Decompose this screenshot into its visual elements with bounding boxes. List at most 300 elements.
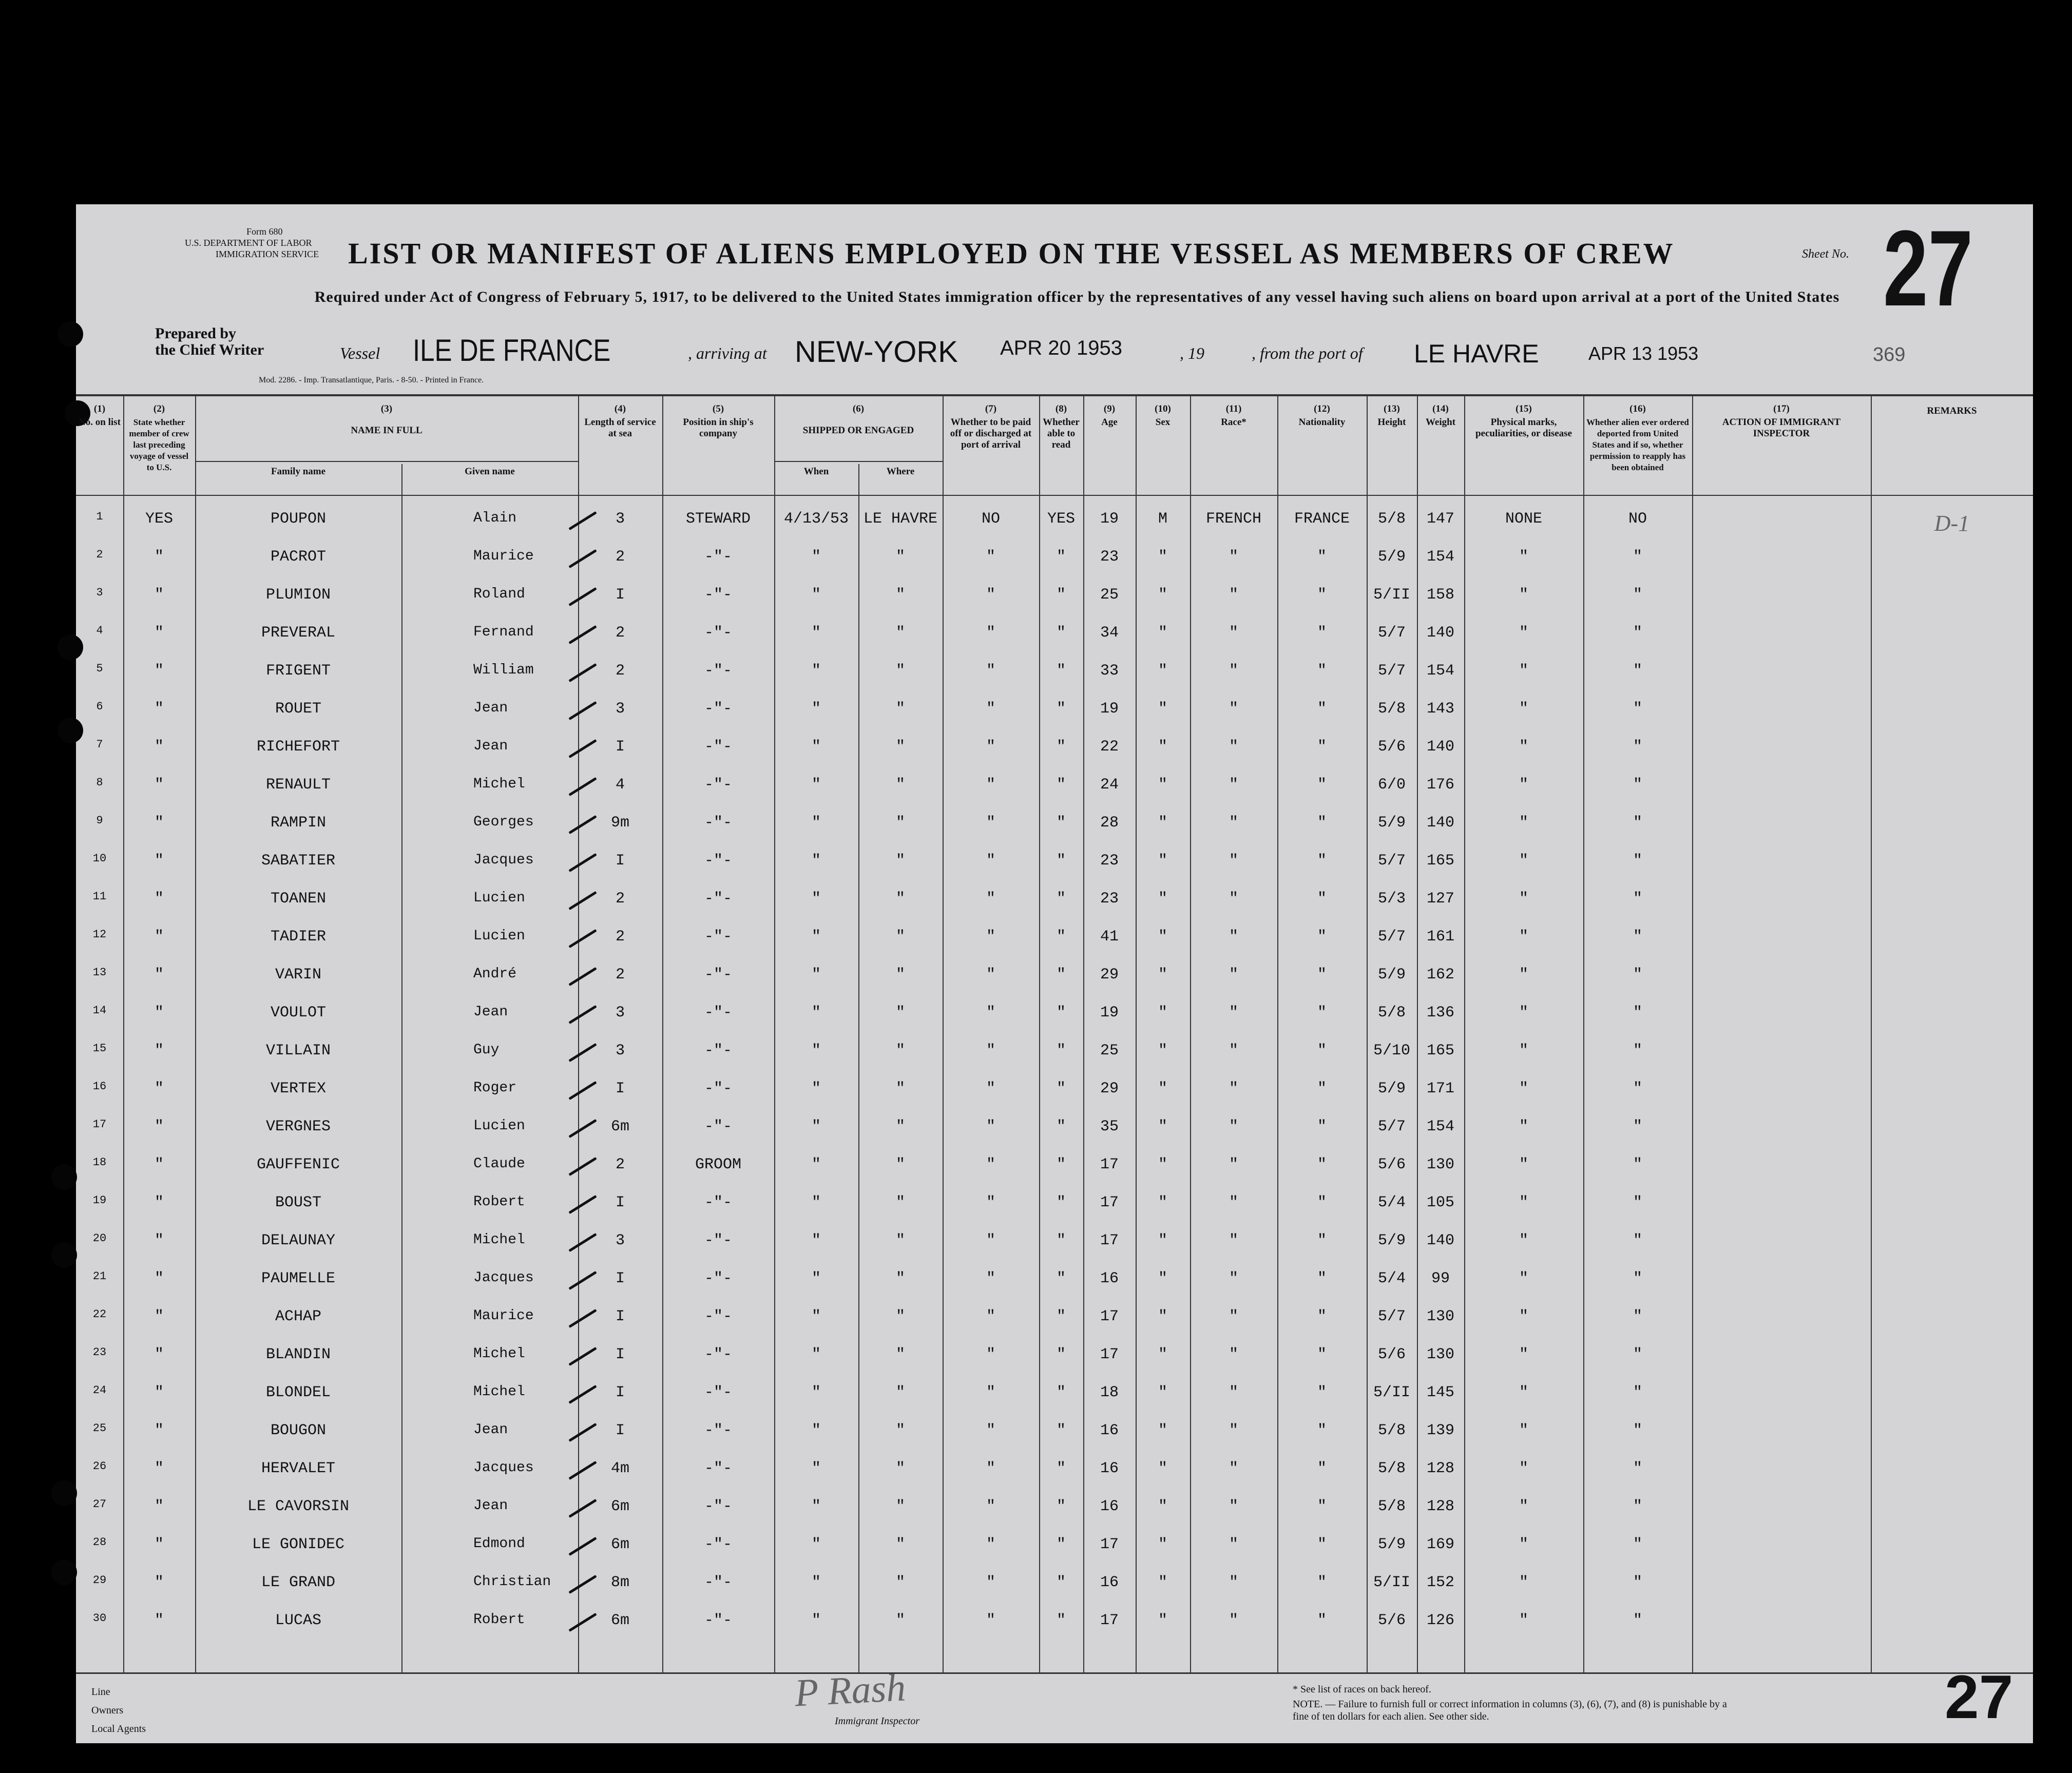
deportation-status-cell: " — [1633, 624, 1642, 642]
race-cell: " — [1229, 1004, 1238, 1022]
nationality-cell: " — [1317, 662, 1327, 680]
service-length-cell: 6m — [610, 1498, 629, 1515]
family-name-cell: PLUMION — [265, 586, 331, 604]
able-to-read-cell: " — [1056, 586, 1066, 604]
position-cell: -"- — [704, 1004, 732, 1022]
sex-cell: " — [1158, 1536, 1167, 1553]
row-number-cell: 1 — [96, 510, 103, 523]
able-to-read-cell: " — [1056, 928, 1066, 946]
sex-cell: " — [1158, 1612, 1167, 1629]
age-cell: 29 — [1100, 1080, 1119, 1097]
deportation-status-cell: " — [1633, 1498, 1642, 1515]
race-cell: " — [1229, 1612, 1238, 1629]
row-number-cell: 15 — [92, 1042, 107, 1055]
family-name-cell: POUPON — [270, 510, 327, 528]
shipped-where-cell: " — [895, 1422, 905, 1439]
service-length-cell: 8m — [610, 1574, 629, 1591]
deportation-status-cell: " — [1633, 1422, 1642, 1439]
column-number: (8) — [1055, 403, 1067, 414]
physical-marks-cell: " — [1519, 966, 1528, 984]
shipped-where-cell: " — [895, 1194, 905, 1211]
physical-marks-cell: " — [1519, 890, 1528, 908]
race-cell: " — [1229, 1384, 1238, 1401]
shipped-when-cell: " — [811, 662, 821, 680]
given-name-cell: Roger — [473, 1080, 517, 1096]
family-name-cell: HERVALET — [261, 1460, 336, 1477]
row-number-cell: 19 — [92, 1194, 107, 1207]
paid-off-cell: " — [986, 624, 995, 642]
age-cell: 16 — [1100, 1270, 1119, 1287]
column-label: Whether to be paid off or discharged at port of arrival — [950, 417, 1032, 450]
given-name-cell: Lucien — [473, 1118, 525, 1134]
row-number-cell: 17 — [92, 1118, 107, 1131]
row-number-cell: 28 — [92, 1536, 107, 1549]
prior-voyage-cell: " — [154, 1308, 164, 1325]
position-cell: -"- — [704, 1384, 732, 1401]
position-cell: -"- — [704, 662, 732, 680]
sex-cell: " — [1158, 1270, 1167, 1287]
row-number-cell: 29 — [92, 1574, 107, 1587]
paid-off-cell: " — [986, 548, 995, 566]
nationality-cell: " — [1317, 776, 1327, 794]
service-length-cell: I — [615, 586, 625, 604]
deportation-status-cell: " — [1633, 1080, 1642, 1097]
deportation-status-cell: " — [1633, 852, 1642, 870]
race-cell: " — [1229, 738, 1238, 756]
prior-voyage-cell: " — [154, 624, 164, 642]
paid-off-cell: " — [986, 1612, 995, 1629]
shipped-when-cell: " — [811, 1156, 821, 1173]
prior-voyage-cell: " — [154, 1422, 164, 1439]
service-length-cell: 2 — [615, 928, 625, 946]
nationality-cell: " — [1317, 1118, 1327, 1135]
subheader-rule — [774, 461, 943, 462]
column-header — [197, 403, 576, 436]
physical-marks-cell: " — [1519, 1118, 1528, 1135]
service-length-cell: 2 — [615, 662, 625, 680]
able-to-read-cell: " — [1056, 1004, 1066, 1022]
inspector-signature: P Rash — [793, 1666, 907, 1715]
nationality-cell: " — [1317, 890, 1327, 908]
height-cell: 5/3 — [1377, 890, 1406, 908]
given-name-cell: Maurice — [473, 1308, 534, 1324]
physical-marks-cell: " — [1519, 814, 1528, 832]
nationality-cell: " — [1317, 1612, 1327, 1629]
given-name-cell: Roland — [473, 586, 525, 602]
paid-off-cell: " — [986, 1536, 995, 1553]
column-number: (2) — [153, 403, 165, 414]
given-name-cell: Lucien — [473, 890, 525, 906]
column-header — [1085, 403, 1134, 428]
row-number-cell: 12 — [92, 928, 107, 941]
physical-marks-cell: " — [1519, 1574, 1528, 1591]
able-to-read-cell: " — [1056, 662, 1066, 680]
paid-off-cell: NO — [981, 510, 1000, 528]
weight-cell: 154 — [1426, 1118, 1454, 1135]
physical-marks-cell: " — [1519, 1080, 1528, 1097]
given-name-cell: Jean — [473, 738, 508, 754]
shipped-when-cell: 4/13/53 — [783, 510, 849, 528]
sex-cell: " — [1158, 1004, 1167, 1022]
weight-cell: 165 — [1426, 852, 1454, 870]
column-number: (4) — [614, 403, 626, 414]
height-cell: 5/II — [1373, 586, 1410, 604]
paid-off-cell: " — [986, 1118, 995, 1135]
given-name-cell: Guy — [473, 1042, 500, 1058]
vessel-name: ILE DE FRANCE — [413, 333, 611, 368]
given-name-cell: Jean — [473, 1422, 508, 1438]
paid-off-cell: " — [986, 1080, 995, 1097]
deportation-status-cell: " — [1633, 1042, 1642, 1059]
position-cell: GROOM — [695, 1156, 741, 1173]
able-to-read-cell: " — [1056, 966, 1066, 984]
race-cell: " — [1229, 1574, 1238, 1591]
weight-cell: 169 — [1426, 1536, 1454, 1553]
family-name-cell: TOANEN — [270, 890, 327, 908]
paid-off-cell: " — [986, 700, 995, 718]
weight-cell: 128 — [1426, 1460, 1454, 1477]
deportation-status-cell: " — [1633, 1270, 1642, 1287]
column-header — [1419, 403, 1462, 428]
position-cell: -"- — [704, 1308, 732, 1325]
column-header — [1138, 403, 1188, 428]
chief-writer-label: the Chief Writer — [155, 341, 264, 358]
able-to-read-cell: " — [1056, 1498, 1066, 1515]
physical-marks-cell: " — [1519, 586, 1528, 604]
row-number-cell: 6 — [96, 700, 103, 713]
shipped-where-cell: " — [895, 586, 905, 604]
given-name-cell: Christian — [473, 1574, 551, 1590]
position-cell: -"- — [704, 1574, 732, 1591]
column-label: Age — [1101, 417, 1118, 428]
paid-off-cell: " — [986, 1004, 995, 1022]
height-cell: 5/4 — [1377, 1270, 1406, 1287]
shipped-where-cell: " — [895, 662, 905, 680]
row-number-cell: 14 — [92, 1004, 107, 1017]
row-number-cell: 3 — [96, 586, 103, 599]
family-name-cell: VILLAIN — [265, 1042, 331, 1059]
height-cell: 5/9 — [1377, 1080, 1406, 1097]
prior-voyage-cell: " — [154, 1156, 164, 1173]
row-number-cell: 8 — [96, 776, 103, 789]
prior-voyage-cell: " — [154, 1004, 164, 1022]
shipped-when-cell: " — [811, 738, 821, 756]
column-label: Physical marks, peculiarities, or disease — [1475, 417, 1572, 439]
service-length-cell: I — [615, 1384, 625, 1401]
deportation-status-cell: " — [1633, 1460, 1642, 1477]
row-number-cell: 4 — [96, 624, 103, 637]
position-cell: -"- — [704, 1536, 732, 1553]
sex-cell: " — [1158, 1080, 1167, 1097]
family-name-cell: RAMPIN — [270, 814, 327, 832]
family-name-cell: TADIER — [270, 928, 327, 946]
nationality-cell: " — [1317, 700, 1327, 718]
column-label: Position in ship's company — [683, 417, 754, 439]
service-label: IMMIGRATION SERVICE — [216, 249, 319, 259]
shipped-when-cell: " — [811, 1384, 821, 1401]
service-length-cell: I — [615, 1080, 625, 1097]
weight-cell: 140 — [1426, 738, 1454, 756]
paid-off-cell: " — [986, 890, 995, 908]
prior-voyage-cell: " — [154, 1194, 164, 1211]
height-cell: 5/9 — [1377, 814, 1406, 832]
manifest-subtitle: Required under Act of Congress of February 5, 1917, to be delivered to the United States immigration officer by the representatives of any vessel having such aliens on board upon arrival at a port of the United States — [314, 288, 1840, 305]
deportation-status-cell: " — [1633, 700, 1642, 718]
shipped-when-cell: " — [811, 1574, 821, 1591]
given-name-cell: Jean — [473, 700, 508, 716]
nationality-cell: " — [1317, 928, 1327, 946]
sex-cell: " — [1158, 1346, 1167, 1363]
physical-marks-cell: " — [1519, 1536, 1528, 1553]
shipped-when-cell: " — [811, 1612, 821, 1629]
race-cell: " — [1229, 1460, 1238, 1477]
able-to-read-cell: " — [1056, 624, 1066, 642]
deportation-status-cell: " — [1633, 1384, 1642, 1401]
column-number: (13) — [1384, 403, 1400, 414]
row-number-cell: 18 — [92, 1156, 107, 1169]
age-cell: 19 — [1100, 510, 1119, 528]
service-length-cell: 3 — [615, 700, 625, 718]
column-subheader: Given name — [465, 466, 515, 477]
family-name-cell: VOULOT — [270, 1004, 327, 1022]
shipped-where-cell: " — [895, 1004, 905, 1022]
footer-labels — [91, 1683, 146, 1738]
column-label: REMARKS — [1927, 406, 1977, 416]
service-length-cell: I — [615, 1422, 625, 1439]
prior-voyage-cell: YES — [145, 510, 173, 528]
shipped-where-cell: " — [895, 1384, 905, 1401]
column-label: SHIPPED OR ENGAGED — [802, 425, 914, 436]
race-cell: " — [1229, 966, 1238, 984]
column-header — [78, 403, 121, 428]
remarks-cell: D-1 — [1934, 511, 1970, 536]
race-cell: " — [1229, 776, 1238, 794]
height-cell: 5/8 — [1377, 1460, 1406, 1477]
deportation-status-cell: " — [1633, 1308, 1642, 1325]
column-header — [1466, 403, 1581, 439]
nationality-cell: " — [1317, 1080, 1327, 1097]
age-cell: 17 — [1100, 1308, 1119, 1325]
deportation-status-cell: " — [1633, 738, 1642, 756]
weight-cell: 105 — [1426, 1194, 1454, 1211]
age-cell: 24 — [1100, 776, 1119, 794]
sex-cell: " — [1158, 1042, 1167, 1059]
table-bottom-rule — [76, 1672, 2033, 1674]
prior-voyage-cell: " — [154, 1118, 164, 1135]
race-cell: " — [1229, 1270, 1238, 1287]
deportation-status-cell: " — [1633, 890, 1642, 908]
physical-marks-cell: " — [1519, 1346, 1528, 1363]
family-name-cell: VERTEX — [270, 1080, 327, 1097]
age-cell: 33 — [1100, 662, 1119, 680]
sex-cell: " — [1158, 624, 1167, 642]
column-number: (15) — [1515, 403, 1532, 414]
nationality-cell: " — [1317, 1232, 1327, 1249]
prepared-by-label: Prepared by — [155, 325, 237, 342]
paid-off-cell: " — [986, 1042, 995, 1059]
service-length-cell: 2 — [615, 624, 625, 642]
given-name-cell: William — [473, 662, 534, 678]
shipped-when-cell: " — [811, 586, 821, 604]
owners-label: Owners — [91, 1705, 124, 1716]
shipped-where-cell: " — [895, 624, 905, 642]
able-to-read-cell: " — [1056, 1346, 1066, 1363]
able-to-read-cell: " — [1056, 1156, 1066, 1173]
able-to-read-cell: " — [1056, 1536, 1066, 1553]
physical-marks-cell: " — [1519, 624, 1528, 642]
nationality-cell: " — [1317, 586, 1327, 604]
punch-hole — [51, 1480, 77, 1506]
race-cell: " — [1229, 814, 1238, 832]
deportation-status-cell: " — [1633, 1232, 1642, 1249]
paid-off-cell: " — [986, 928, 995, 946]
shipped-where-cell: " — [895, 1308, 905, 1325]
position-cell: -"- — [704, 1118, 732, 1135]
shipped-where-cell: " — [895, 852, 905, 870]
shipped-when-cell: " — [811, 1118, 821, 1135]
nationality-cell: " — [1317, 624, 1327, 642]
family-name-cell: LE GONIDEC — [252, 1536, 345, 1553]
paid-off-cell: " — [986, 852, 995, 870]
sheet-number: 27 — [1883, 208, 1973, 329]
age-cell: 17 — [1100, 1346, 1119, 1363]
height-cell: 5/10 — [1373, 1042, 1410, 1059]
deportation-status-cell: " — [1633, 776, 1642, 794]
row-number-cell: 27 — [92, 1498, 107, 1511]
position-cell: -"- — [704, 928, 732, 946]
family-name-cell: LE CAVORSIN — [247, 1498, 350, 1515]
position-cell: -"- — [704, 700, 732, 718]
nationality-cell: " — [1317, 1270, 1327, 1287]
form-number: Form 680 — [246, 226, 283, 237]
position-cell: -"- — [704, 1460, 732, 1477]
position-cell: -"- — [704, 1080, 732, 1097]
column-number: (10) — [1155, 403, 1171, 414]
shipped-where-cell: " — [895, 890, 905, 908]
height-cell: 5/9 — [1377, 1232, 1406, 1249]
shipped-where-cell: " — [895, 1498, 905, 1515]
prior-voyage-cell: " — [154, 1536, 164, 1553]
column-label: ACTION OF IMMIGRANT INSPECTOR — [1722, 417, 1841, 439]
age-cell: 17 — [1100, 1612, 1119, 1629]
position-cell: -"- — [704, 1232, 732, 1249]
family-name-cell: SABATIER — [261, 852, 336, 870]
height-cell: 5/8 — [1377, 700, 1406, 718]
weight-cell: 147 — [1426, 510, 1454, 528]
sex-cell: " — [1158, 1460, 1167, 1477]
sheet-label: Sheet No. — [1802, 247, 1849, 261]
shipped-when-cell: " — [811, 928, 821, 946]
height-cell: 5/6 — [1377, 1156, 1406, 1173]
paid-off-cell: " — [986, 776, 995, 794]
deportation-status-cell: " — [1633, 1194, 1642, 1211]
column-number: (17) — [1773, 403, 1790, 414]
shipped-when-cell: " — [811, 1232, 821, 1249]
able-to-read-cell: " — [1056, 1080, 1066, 1097]
sex-cell: " — [1158, 776, 1167, 794]
race-cell: " — [1229, 1536, 1238, 1553]
stamp-number: 369 — [1873, 344, 1906, 365]
able-to-read-cell: " — [1056, 700, 1066, 718]
weight-cell: 140 — [1426, 1232, 1454, 1249]
shipped-when-cell: " — [811, 1346, 821, 1363]
sex-cell: " — [1158, 1574, 1167, 1591]
age-cell: 28 — [1100, 814, 1119, 832]
family-name-cell: RICHEFORT — [256, 738, 340, 756]
height-cell: 5/9 — [1377, 548, 1406, 566]
local-agents-label: Local Agents — [91, 1723, 146, 1735]
height-cell: 5/8 — [1377, 1422, 1406, 1439]
family-name-cell: BOUGON — [270, 1422, 327, 1439]
service-length-cell: 2 — [615, 1156, 625, 1173]
departure-port: LE HAVRE — [1414, 339, 1539, 368]
penalty-note: NOTE. — Failure to furnish full or correct information in columns (3), (6), (7), and (8) is punishable by a fine of ten dollars for each alien. See other side. — [1293, 1699, 1727, 1722]
service-length-cell: 4m — [610, 1460, 629, 1477]
column-divider — [1871, 396, 1872, 1672]
weight-cell: 140 — [1426, 624, 1454, 642]
age-cell: 29 — [1100, 966, 1119, 984]
arrival-date-stamp: APR 20 1953 — [1000, 337, 1122, 359]
family-name-cell: ACHAP — [275, 1308, 321, 1325]
deportation-status-cell: NO — [1628, 510, 1647, 528]
paid-off-cell: " — [986, 1270, 995, 1287]
shipped-when-cell: " — [811, 548, 821, 566]
row-number-cell: 9 — [96, 814, 103, 827]
shipped-when-cell: " — [811, 814, 821, 832]
age-cell: 16 — [1100, 1460, 1119, 1477]
column-label: NAME IN FULL — [351, 425, 423, 436]
from-port-label: , from the port of — [1252, 344, 1363, 362]
given-name-cell: Fernand — [473, 624, 534, 640]
prior-voyage-cell: " — [154, 1384, 164, 1401]
able-to-read-cell: " — [1056, 1422, 1066, 1439]
column-header — [776, 403, 941, 436]
weight-cell: 99 — [1431, 1270, 1450, 1287]
family-name-cell: ROUET — [275, 700, 321, 718]
shipped-where-cell: " — [895, 814, 905, 832]
race-cell: " — [1229, 548, 1238, 566]
shipped-where-cell: " — [895, 700, 905, 718]
punch-hole — [57, 321, 83, 347]
height-cell: 5/7 — [1377, 1118, 1406, 1135]
weight-cell: 154 — [1426, 662, 1454, 680]
shipped-where-cell: " — [895, 1232, 905, 1249]
race-cell: " — [1229, 1042, 1238, 1059]
physical-marks-cell: " — [1519, 548, 1528, 566]
column-number: (14) — [1432, 403, 1449, 414]
age-cell: 19 — [1100, 1004, 1119, 1022]
able-to-read-cell: " — [1056, 852, 1066, 870]
family-name-cell: RENAULT — [265, 776, 331, 794]
race-cell: " — [1229, 662, 1238, 680]
service-length-cell: I — [615, 1308, 625, 1325]
paid-off-cell: " — [986, 662, 995, 680]
weight-cell: 176 — [1426, 776, 1454, 794]
height-cell: 6/0 — [1377, 776, 1406, 794]
shipped-when-cell: " — [811, 1042, 821, 1059]
position-cell: -"- — [704, 1270, 732, 1287]
shipped-where-cell: " — [895, 1612, 905, 1629]
given-name-cell: Jacques — [473, 852, 534, 868]
deportation-status-cell: " — [1633, 814, 1642, 832]
race-cell: " — [1229, 1422, 1238, 1439]
deportation-status-cell: " — [1633, 1612, 1642, 1629]
sex-cell: " — [1158, 700, 1167, 718]
physical-marks-cell: " — [1519, 852, 1528, 870]
nationality-cell: " — [1317, 1308, 1327, 1325]
service-length-cell: 4 — [615, 776, 625, 794]
column-subheader: Where — [886, 466, 915, 477]
